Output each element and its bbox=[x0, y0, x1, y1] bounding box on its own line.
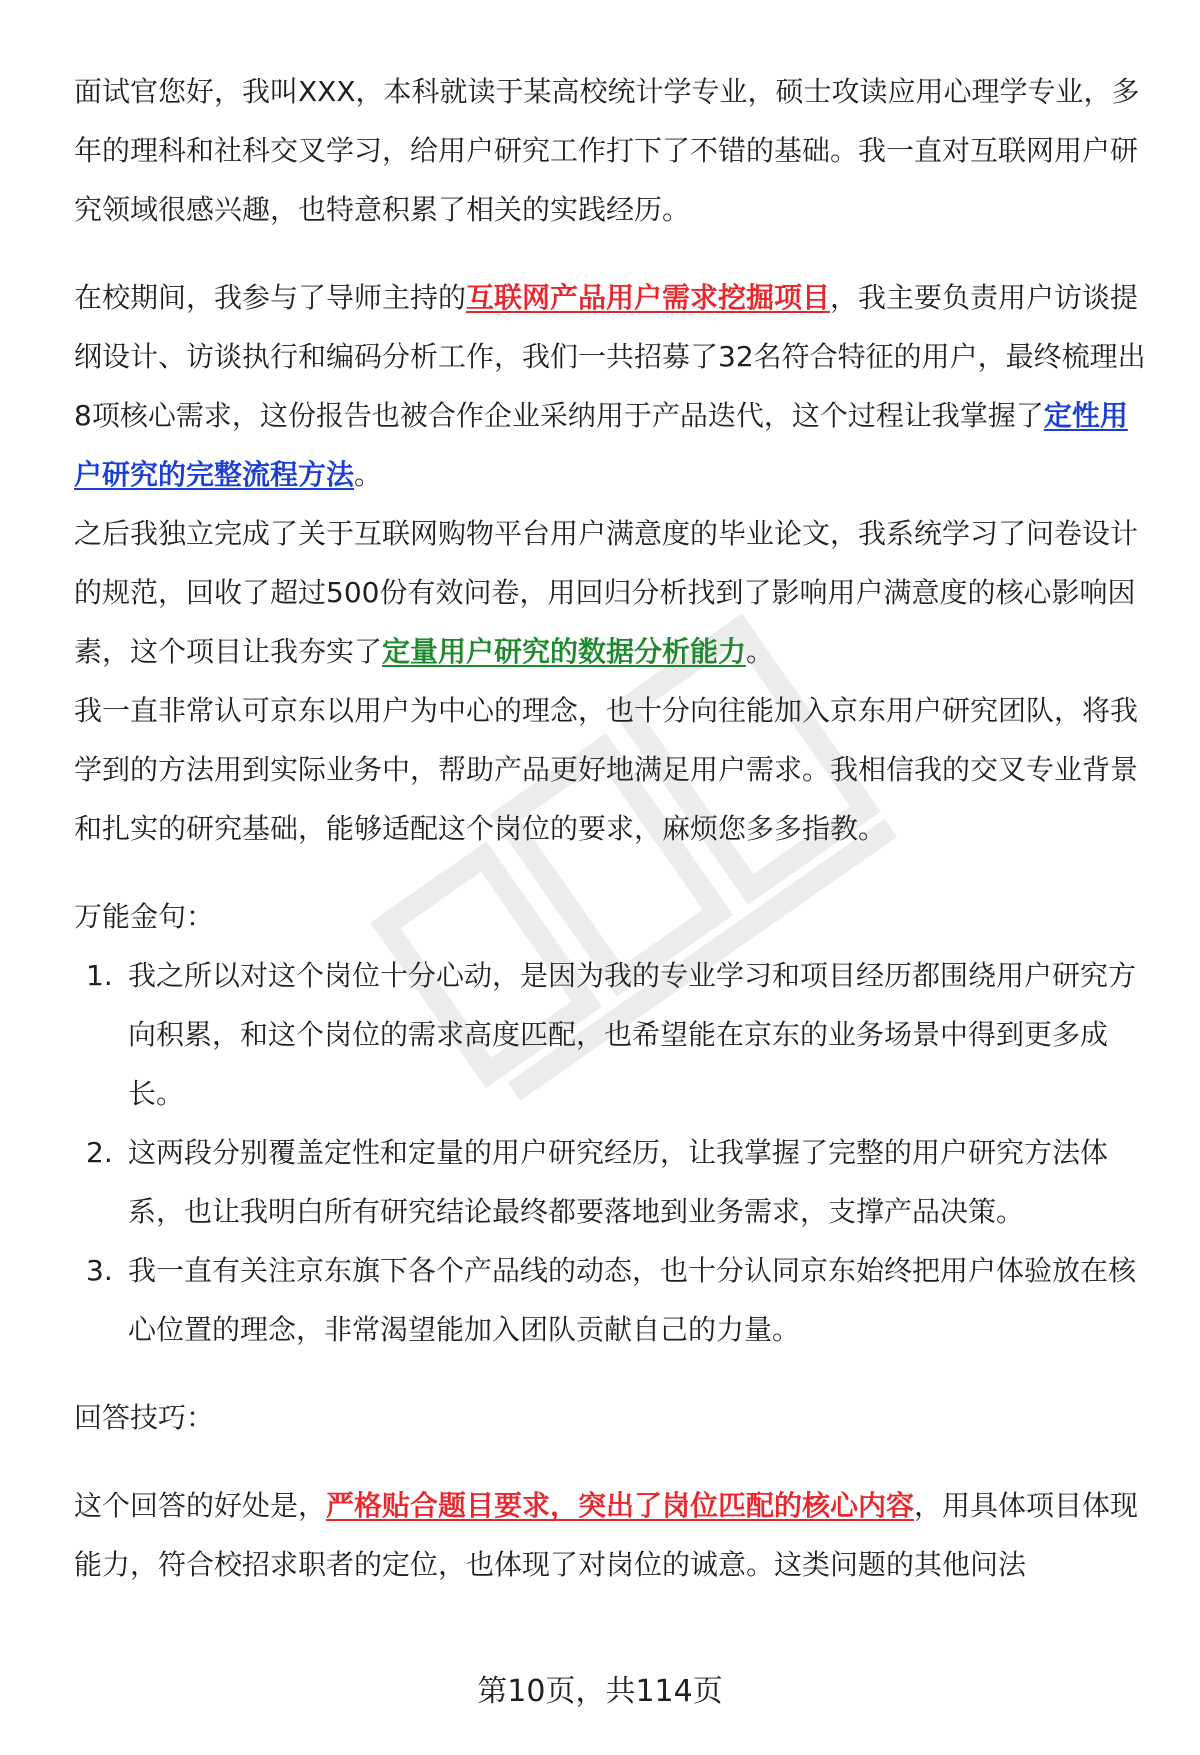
intro-paragraph: 面试官您好，我叫XXX，本科就读于某高校统计学专业，硕士攻读应用心理学专业，多年的理科和社科交叉学习，给用户研究工作打下了不错的基础。我一直对互联网用户研究领域很感兴趣，也特意积累了相关的实践经历。 bbox=[74, 75, 1140, 226]
list-item bbox=[74, 1123, 1154, 1241]
list-item-text: 我一直有关注京东旗下各个产品线的动态，也十分认同京东始终把用户体验放在核心位置的理念，非常渴望能加入团队贡献自己的力量。 bbox=[128, 1254, 1137, 1346]
document-body bbox=[74, 62, 1154, 1594]
project-highlight: 互联网产品用户需求挖掘项目 bbox=[466, 281, 831, 314]
tips-paragraph-text: 这个回答的好处是， bbox=[74, 1489, 327, 1522]
tips-heading: 回答技巧： bbox=[74, 1401, 215, 1434]
page-number-footer: 第10页，共114页 bbox=[477, 1674, 723, 1709]
golden-list bbox=[74, 946, 1154, 1359]
list-item-number: 3. bbox=[86, 1254, 113, 1287]
qualitative-highlight: 定性用户研究的完整流程方法 bbox=[74, 399, 1128, 491]
list-item bbox=[74, 1241, 1154, 1359]
list-item-text: 我之所以对这个岗位十分心动，是因为我的专业学习和项目经历都围绕用户研究方向积累，和这个岗位的需求高度匹配，也希望能在京东的业务场景中得到更多成长。 bbox=[128, 959, 1137, 1110]
tips-paragraph bbox=[74, 1476, 1154, 1594]
thesis-paragraph bbox=[74, 504, 1154, 681]
thesis-paragraph-text: 。 bbox=[746, 635, 775, 668]
tips-paragraph-text: ，用具体项目体现能力，符合校招求职者的定位，也体现了对岗位的诚意。这类问题的其他问法 bbox=[74, 1489, 1139, 1581]
list-item bbox=[74, 946, 1154, 1123]
closing-paragraph: 我一直非常认可京东以用户为中心的理念，也十分向往能加入京东用户研究团队，将我学到的方法用到实际业务中，帮助产品更好地满足用户需求。我相信我的交叉专业背景和扎实的研究基础，能够适配这个岗位的要求，麻烦您多多指教。 bbox=[74, 694, 1139, 845]
project-paragraph-text: 。 bbox=[354, 458, 383, 491]
project-paragraph bbox=[74, 268, 1154, 504]
golden-heading: 万能金句： bbox=[74, 900, 215, 933]
list-item-number: 2. bbox=[86, 1136, 113, 1169]
list-item-text: 这两段分别覆盖定性和定量的用户研究经历，让我掌握了完整的用户研究方法体系，也让我明白所有研究结论最终都要落地到业务需求，支撑产品决策。 bbox=[128, 1136, 1109, 1228]
list-item-number: 1. bbox=[86, 959, 113, 992]
project-paragraph-text: ，我主要负责用户访谈提纲设计、访谈执行和编码分析工作，我们一共招募了32名符合特征的用户，最终梳理出8项核心需求，这份报告也被合作企业采纳用于产品迭代，这个过程让我掌握了 bbox=[74, 281, 1146, 432]
quantitative-highlight: 定量用户研究的数据分析能力 bbox=[382, 635, 747, 668]
thesis-paragraph-text: 之后我独立完成了关于互联网购物平台用户满意度的毕业论文，我系统学习了问卷设计的规范，回收了超过500份有效问卷，用回归分析找到了影响用户满意度的核心影响因素，这个项目让我夯实了 bbox=[74, 517, 1139, 668]
tips-highlight: 严格贴合题目要求，突出了岗位匹配的核心内容 bbox=[326, 1489, 915, 1522]
project-paragraph-text: 在校期间，我参与了导师主持的 bbox=[74, 281, 467, 314]
